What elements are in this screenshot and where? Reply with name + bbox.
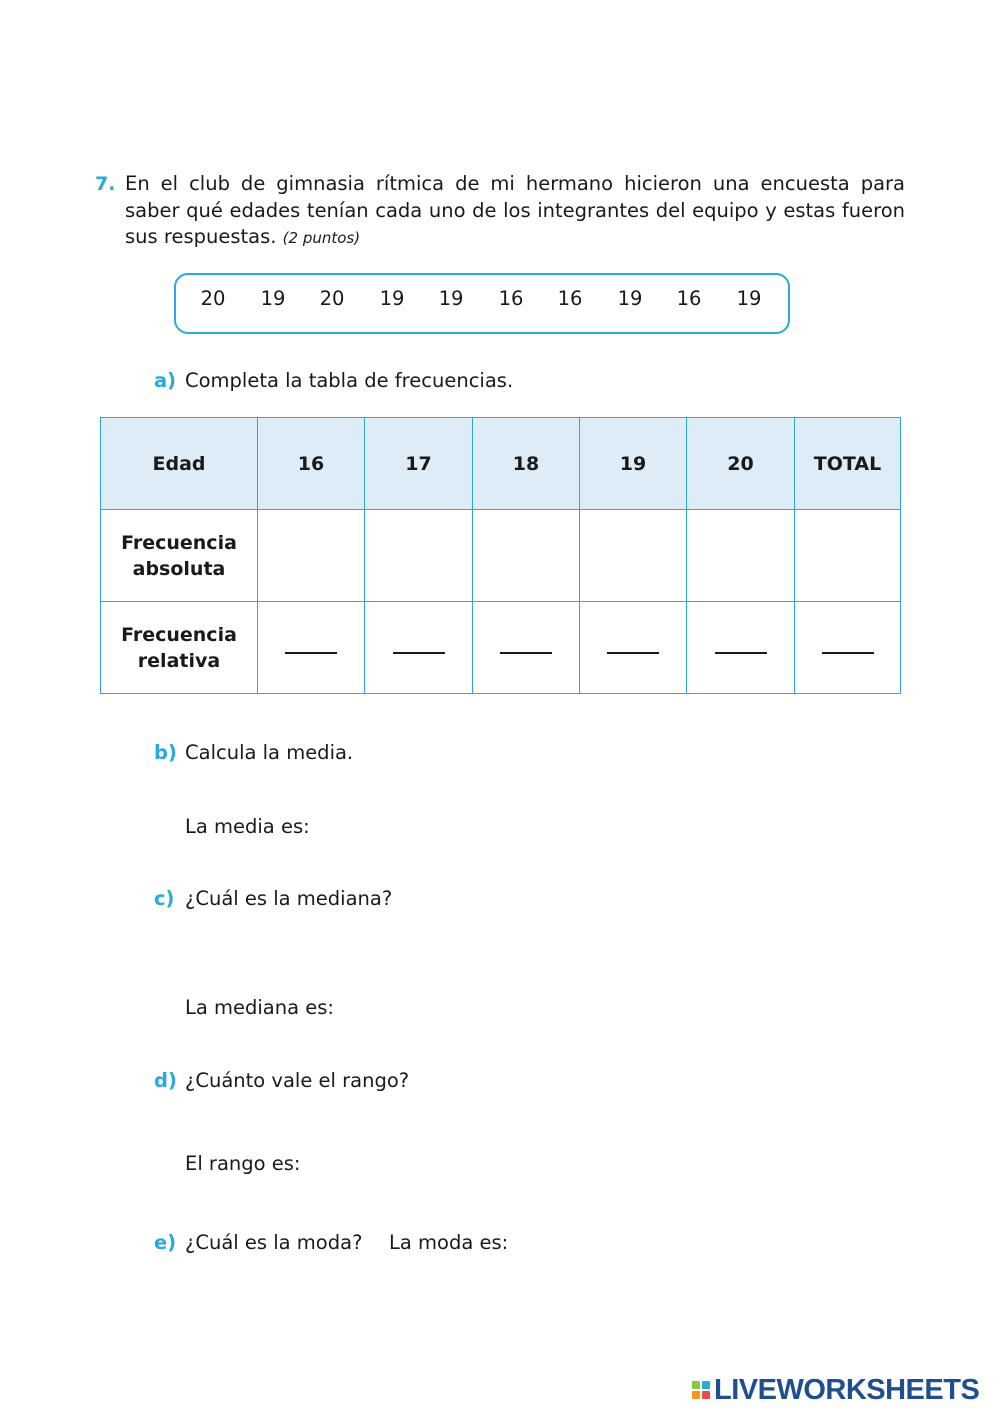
fraction-line xyxy=(715,652,767,654)
part-a-text: Completa la tabla de frecuencias. xyxy=(185,369,514,392)
question-points: (2 puntos) xyxy=(282,229,361,247)
header-cell-19: 19 xyxy=(580,418,687,510)
fraction-line xyxy=(285,652,337,654)
header-cell-18: 18 xyxy=(473,418,580,510)
fraction-line xyxy=(500,652,552,654)
rango-answer-label: El rango es: xyxy=(185,1152,301,1175)
response-value: 19 xyxy=(736,287,762,310)
logo-block xyxy=(692,1381,700,1389)
response-value: 16 xyxy=(557,287,583,310)
relative-frequency-label-text: Frecuencia relativa xyxy=(121,623,237,672)
header-cell-total: TOTAL xyxy=(795,418,901,510)
response-value: 20 xyxy=(319,287,345,310)
header-cell-16: 16 xyxy=(258,418,365,510)
relative-frequency-label xyxy=(101,602,258,694)
part-a-letter: a) xyxy=(154,369,177,392)
mediana-answer-input[interactable] xyxy=(345,991,485,1023)
frequency-table xyxy=(100,417,901,694)
logo-blocks-icon xyxy=(692,1381,710,1399)
relative-frequency-input-17[interactable] xyxy=(365,602,473,694)
absolute-frequency-input-16[interactable] xyxy=(258,510,365,602)
relative-frequency-input-18[interactable] xyxy=(473,602,580,694)
header-cell-20: 20 xyxy=(687,418,795,510)
response-value: 19 xyxy=(438,287,464,310)
response-value: 19 xyxy=(260,287,286,310)
liveworksheets-logo xyxy=(692,1374,979,1406)
logo-text: LIVEWORKSHEETS xyxy=(714,1373,980,1406)
part-c-letter: c) xyxy=(154,887,175,910)
fraction-line xyxy=(607,652,659,654)
logo-block xyxy=(702,1391,710,1399)
mediana-answer-label: La mediana es: xyxy=(185,996,334,1019)
part-e-text: ¿Cuál es la moda? xyxy=(185,1231,363,1254)
relative-frequency-input-16[interactable] xyxy=(258,602,365,694)
part-d-letter: d) xyxy=(154,1069,177,1092)
fraction-line xyxy=(393,652,445,654)
absolute-frequency-input-total[interactable] xyxy=(795,510,901,602)
media-answer-label: La media es: xyxy=(185,815,310,838)
absolute-frequency-input-17[interactable] xyxy=(365,510,473,602)
absolute-frequency-input-20[interactable] xyxy=(687,510,795,602)
rango-answer-input[interactable] xyxy=(310,1147,450,1179)
fraction-line xyxy=(822,652,874,654)
absolute-frequency-input-18[interactable] xyxy=(473,510,580,602)
response-value: 20 xyxy=(200,287,226,310)
question-number: 7. xyxy=(95,173,116,195)
header-cell-edad: Edad xyxy=(101,418,258,510)
logo-block xyxy=(702,1381,710,1389)
part-b-letter: b) xyxy=(154,741,177,764)
relative-frequency-input-total[interactable] xyxy=(795,602,901,694)
header-cell-17: 17 xyxy=(365,418,473,510)
part-c-text: ¿Cuál es la mediana? xyxy=(185,887,393,910)
absolute-frequency-label xyxy=(101,510,258,602)
relative-frequency-input-19[interactable] xyxy=(580,602,687,694)
relative-frequency-row xyxy=(101,602,901,694)
response-value: 19 xyxy=(379,287,405,310)
media-answer-input[interactable] xyxy=(320,810,460,842)
absolute-frequency-input-19[interactable] xyxy=(580,510,687,602)
part-d-text: ¿Cuánto vale el rango? xyxy=(185,1069,410,1092)
response-value: 16 xyxy=(676,287,702,310)
absolute-frequency-row xyxy=(101,510,901,602)
absolute-frequency-label-text: Frecuencia absoluta xyxy=(121,531,237,580)
part-e-letter: e) xyxy=(154,1231,177,1254)
relative-frequency-input-20[interactable] xyxy=(687,602,795,694)
moda-answer-label: La moda es: xyxy=(389,1231,509,1254)
table-header-row xyxy=(101,418,901,510)
question-text xyxy=(125,171,905,252)
response-value: 16 xyxy=(498,287,524,310)
question-statement: En el club de gimnasia rítmica de mi hermano hicieron una encuesta para saber qué edades tenían cada uno de los integrantes del equipo y estas fueron sus respuestas. xyxy=(125,172,905,248)
logo-block xyxy=(692,1391,700,1399)
moda-answer-input[interactable] xyxy=(520,1226,660,1258)
part-b-text: Calcula la media. xyxy=(185,741,354,764)
response-value: 19 xyxy=(617,287,643,310)
